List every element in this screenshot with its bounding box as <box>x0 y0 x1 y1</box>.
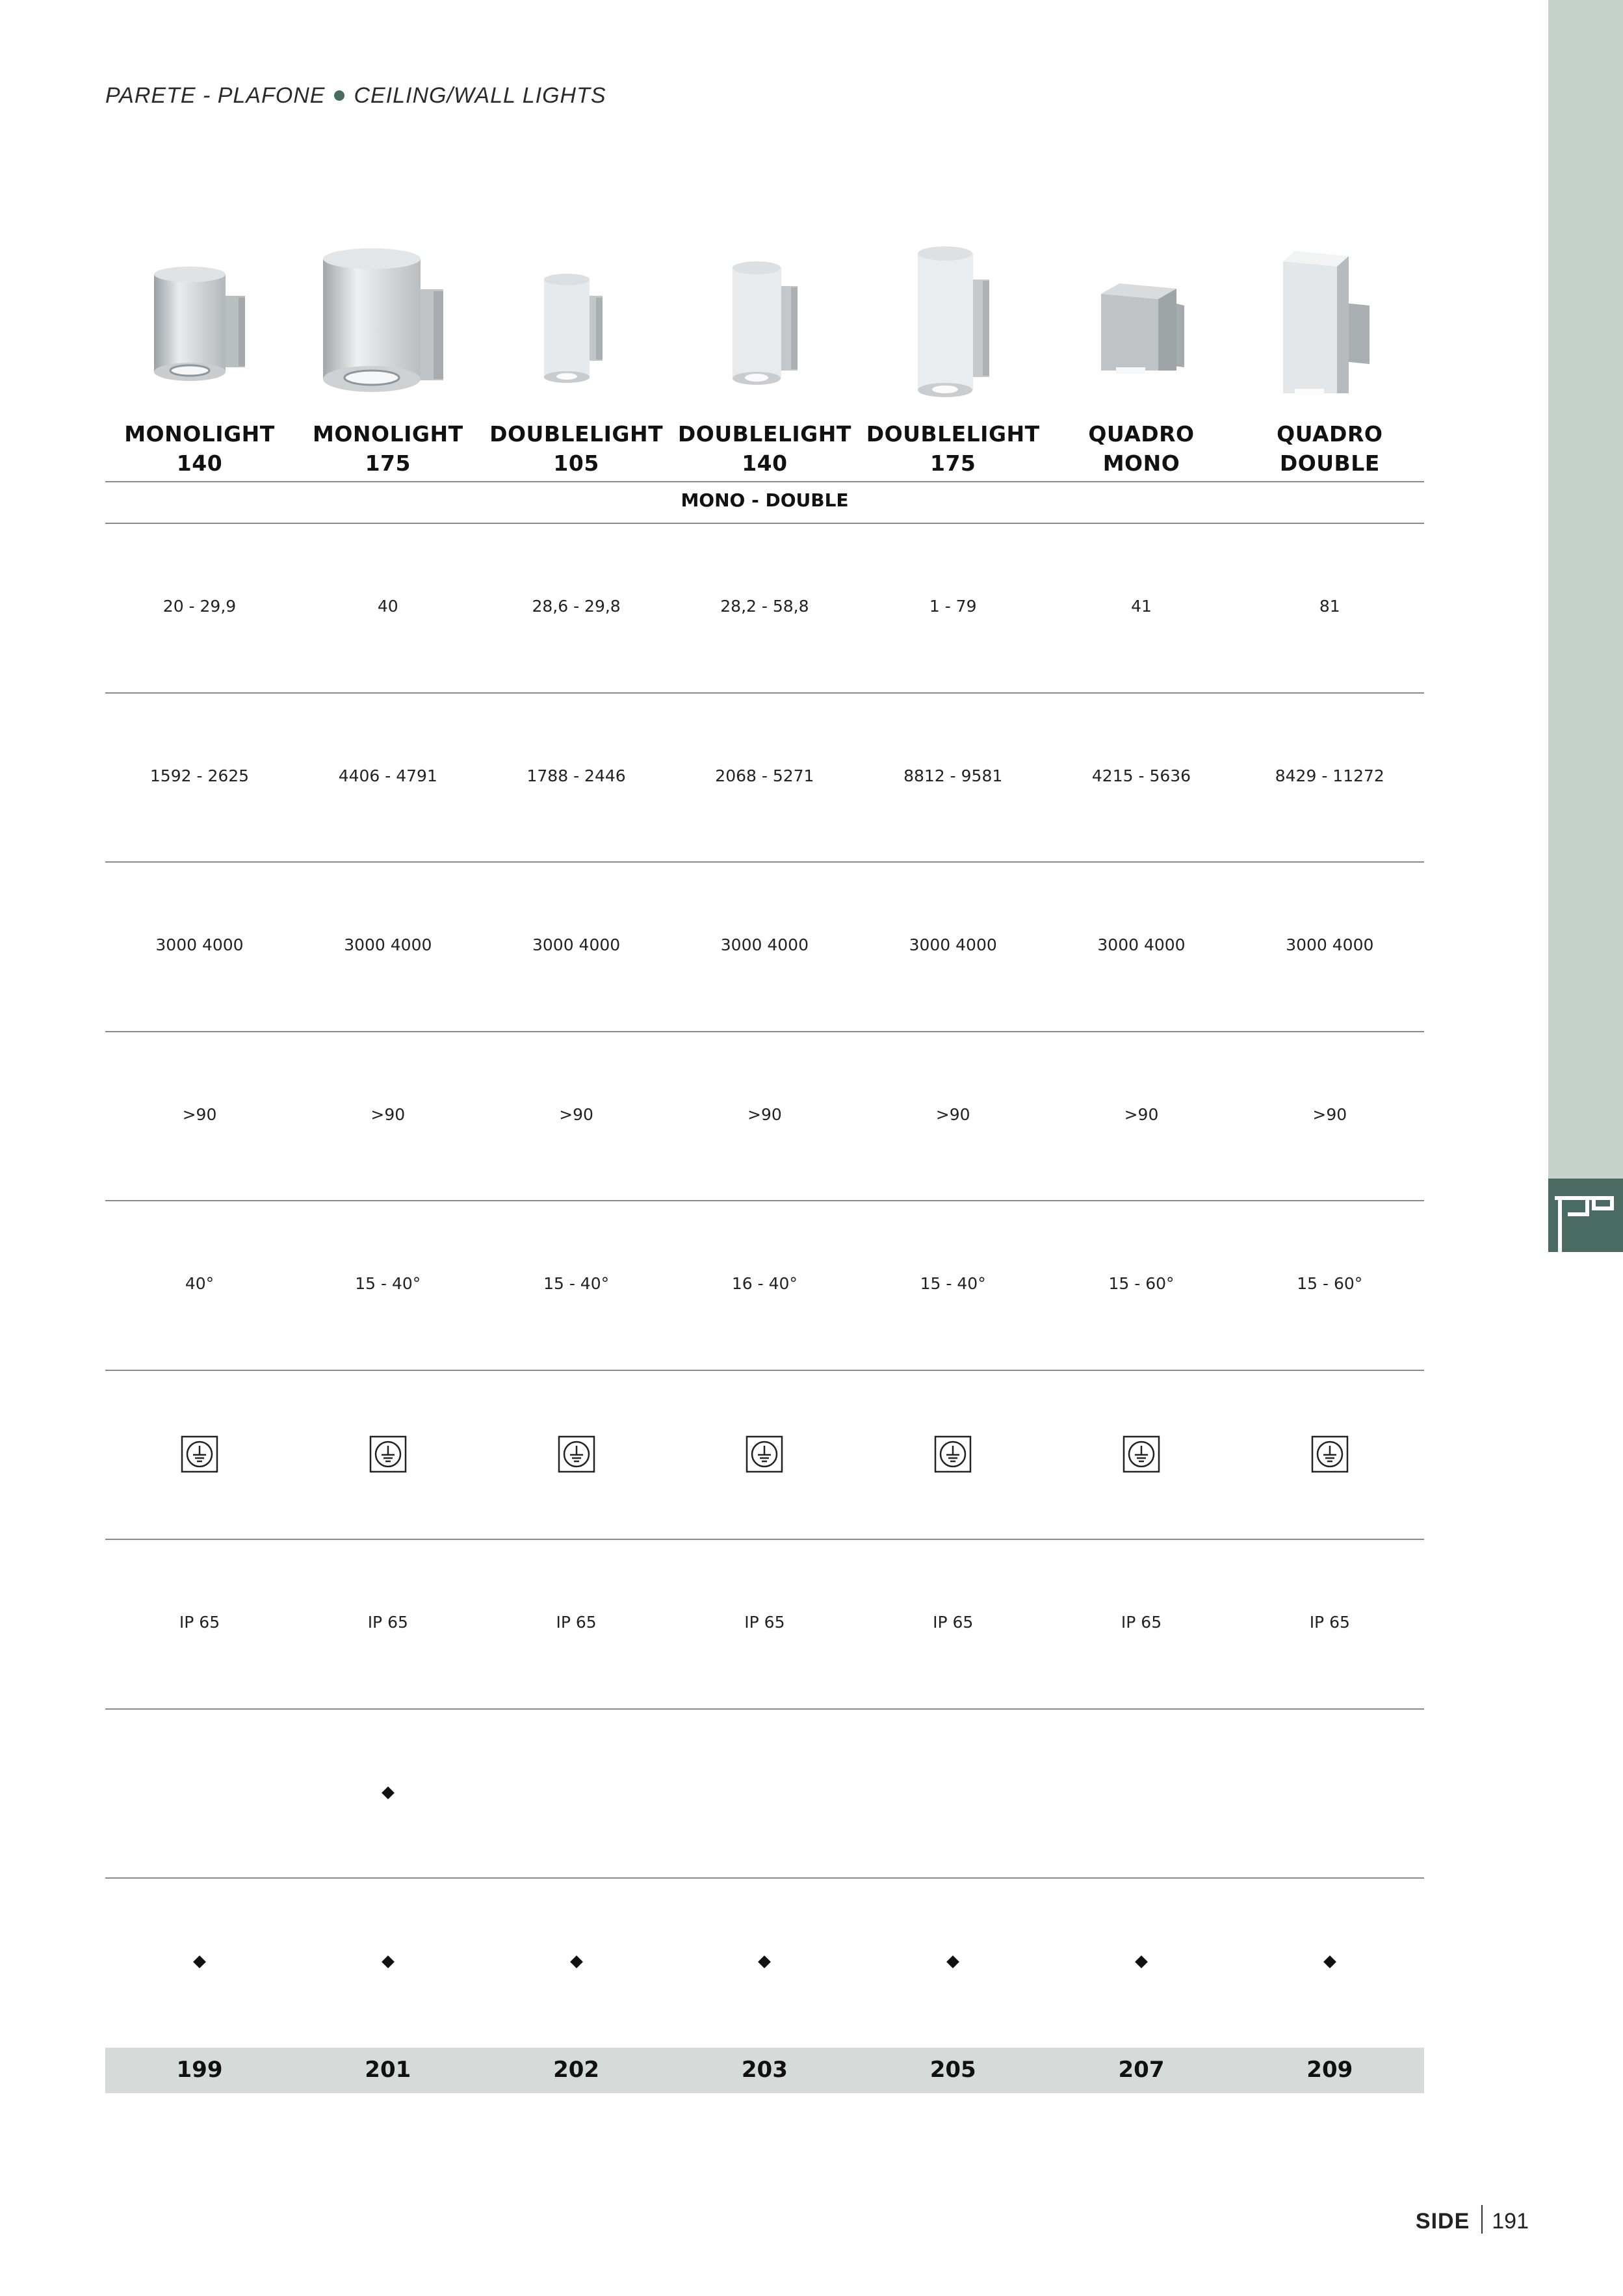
divider-subheader <box>105 523 1424 524</box>
spec-cell: 3000 4000 <box>1097 935 1186 955</box>
quadro-mono-fixture-icon <box>1093 267 1191 403</box>
product-name <box>105 419 294 478</box>
spec-cell: 28,2 - 58,8 <box>720 597 809 616</box>
page-reference-link[interactable]: 209 <box>1306 2057 1353 2083</box>
page-reference-link[interactable]: 202 <box>553 2057 600 2083</box>
product-name-line1: DOUBLELIGHT <box>677 421 851 447</box>
ip-rating-cell: IP 65 <box>1121 1613 1162 1632</box>
footer-separator <box>1481 2205 1483 2234</box>
spec-cell: >90 <box>1124 1104 1159 1124</box>
spec-cell: 8812 - 9581 <box>903 766 1003 785</box>
spec-cell: >90 <box>370 1104 406 1124</box>
spec-cell: 3000 4000 <box>1286 935 1374 955</box>
spec-cell: 1592 - 2625 <box>149 766 250 785</box>
row-divider <box>105 861 1424 863</box>
section-tab <box>1548 1179 1623 1252</box>
subheader-mono-double: MONO - DOUBLE <box>681 489 849 511</box>
spec-cell: 1 - 79 <box>929 597 977 616</box>
product-name-line2: 175 <box>929 450 976 476</box>
spec-cell: >90 <box>747 1104 782 1124</box>
page-reference-link[interactable]: 205 <box>929 2057 976 2083</box>
availability-diamond-icon <box>1323 1955 1336 1968</box>
availability-diamond-icon <box>382 1955 395 1968</box>
doublelight-140-fixture-icon <box>723 254 807 403</box>
spec-cell: 4406 - 4791 <box>338 766 437 785</box>
spec-cell: >90 <box>182 1104 217 1124</box>
earth-ground-icon <box>746 1435 783 1473</box>
doublelight-105-fixture-icon <box>534 267 619 403</box>
earth-ground-icon <box>1123 1435 1160 1473</box>
doublelight-175-fixture-icon <box>908 241 999 403</box>
spec-cell: 3000 4000 <box>155 935 244 955</box>
product-name-line2: MONO <box>1102 450 1180 476</box>
product-name-line2: 140 <box>742 450 788 476</box>
page-footer <box>1416 2205 1529 2234</box>
page-reference-link[interactable]: 207 <box>1118 2057 1165 2083</box>
product-name-line2: 105 <box>553 450 599 476</box>
spec-cell: 40 <box>377 597 398 616</box>
ip-rating-cell: IP 65 <box>1309 1613 1350 1632</box>
earth-ground-icon <box>934 1435 972 1473</box>
product-name <box>482 419 671 478</box>
availability-diamond-icon <box>570 1955 583 1968</box>
product-name-line1: QUADRO <box>1277 421 1383 447</box>
availability-diamond-icon <box>1135 1955 1148 1968</box>
monolight-175-fixture-icon <box>313 241 463 403</box>
ip-rating-cell: IP 65 <box>179 1613 220 1632</box>
spec-cell: 20 - 29,9 <box>162 597 237 616</box>
row-divider <box>105 1539 1424 1540</box>
product-name-line2: 175 <box>365 450 411 476</box>
product-name-line1: DOUBLELIGHT <box>866 421 1040 447</box>
spec-cell: 15 - 40° <box>355 1274 421 1294</box>
ip-rating-cell: IP 65 <box>933 1613 974 1632</box>
spec-cell: 15 - 40° <box>920 1274 986 1294</box>
row-divider <box>105 1200 1424 1201</box>
spec-cell: >90 <box>559 1104 593 1124</box>
monolight-140-fixture-icon <box>148 254 258 403</box>
spec-cell: 16 - 40° <box>731 1274 798 1294</box>
product-name-line1: QUADRO <box>1088 421 1195 447</box>
product-name-line1: MONOLIGHT <box>313 421 463 447</box>
row-divider <box>105 1708 1424 1710</box>
spec-cell: 28,6 - 29,8 <box>532 597 621 616</box>
spec-cell: 3000 4000 <box>909 935 997 955</box>
earth-ground-icon <box>369 1435 407 1473</box>
row-divider <box>105 1031 1424 1032</box>
spec-cell: 8429 - 11272 <box>1275 766 1384 785</box>
spec-cell: 3000 4000 <box>532 935 621 955</box>
row-divider <box>105 692 1424 694</box>
product-name <box>1236 419 1424 478</box>
page-heading <box>105 83 606 109</box>
product-name-line2: 140 <box>176 450 223 476</box>
page-reference-link[interactable]: 201 <box>365 2057 411 2083</box>
availability-diamond-icon <box>193 1955 206 1968</box>
spec-cell: 3000 4000 <box>720 935 809 955</box>
product-name <box>859 419 1047 478</box>
row-divider <box>105 1370 1424 1371</box>
spec-cell: 3000 4000 <box>344 935 432 955</box>
spec-cell: >90 <box>935 1104 970 1124</box>
product-name <box>294 419 482 478</box>
earth-ground-icon <box>1311 1435 1349 1473</box>
page-number: 191 <box>1492 2209 1529 2234</box>
ip-rating-cell: IP 65 <box>744 1613 785 1632</box>
availability-diamond-icon <box>946 1955 959 1968</box>
spec-cell: 81 <box>1319 597 1340 616</box>
ip-rating-cell: IP 65 <box>556 1613 597 1632</box>
availability-diamond-icon <box>758 1955 771 1968</box>
spec-cell: 4215 - 5636 <box>1091 766 1191 785</box>
page-reference-link[interactable]: 199 <box>176 2057 223 2083</box>
spec-cell: 15 - 60° <box>1297 1274 1363 1294</box>
spec-cell: 2068 - 5271 <box>715 766 814 785</box>
spec-cell: 41 <box>1131 597 1152 616</box>
ip-rating-cell: IP 65 <box>367 1613 408 1632</box>
availability-diamond-icon <box>382 1786 395 1799</box>
row-divider <box>105 1877 1424 1879</box>
divider-header <box>105 481 1424 482</box>
spec-cell: 15 - 40° <box>543 1274 610 1294</box>
section-logo-icon <box>1548 1179 1623 1252</box>
product-name <box>1047 419 1236 478</box>
spec-cell: >90 <box>1312 1104 1347 1124</box>
product-name-line1: DOUBLELIGHT <box>489 421 664 447</box>
spec-cell: 15 - 60° <box>1108 1274 1175 1294</box>
page-reference-link[interactable]: 203 <box>741 2057 788 2083</box>
bullet-dot <box>334 90 344 101</box>
earth-ground-icon <box>558 1435 595 1473</box>
product-name-line1: MONOLIGHT <box>124 421 275 447</box>
earth-ground-icon <box>181 1435 218 1473</box>
side-color-band <box>1548 0 1623 1179</box>
footer-brand: SIDE <box>1415 2209 1470 2234</box>
product-name <box>670 419 859 478</box>
spec-cell: 40° <box>185 1274 214 1294</box>
heading-italian: PARETE - PLAFONE <box>105 83 326 108</box>
quadro-double-fixture-icon <box>1275 241 1373 403</box>
product-name-line2: DOUBLE <box>1279 450 1380 476</box>
spec-cell: 1788 - 2446 <box>526 766 626 785</box>
heading-english: CEILING/WALL LIGHTS <box>354 83 606 108</box>
